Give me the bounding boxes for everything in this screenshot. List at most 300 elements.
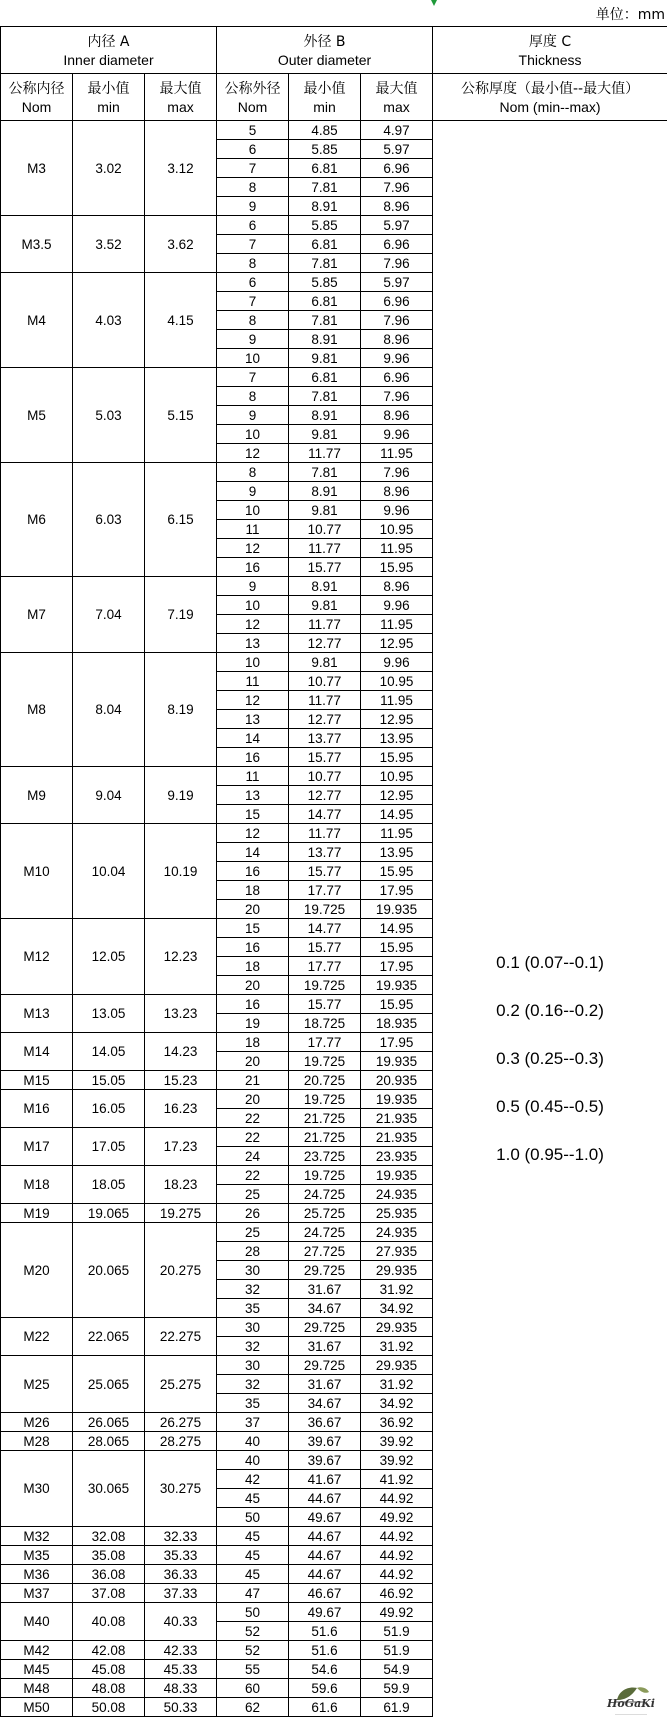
inner-min-cell: 12.05 — [73, 919, 145, 995]
outer-max-cell: 12.95 — [361, 786, 433, 805]
inner-nom-cell: M36 — [1, 1565, 73, 1584]
outer-nom-cell: 25 — [217, 1223, 289, 1242]
outer-min-cell: 7.81 — [289, 311, 361, 330]
outer-min-cell: 17.77 — [289, 1033, 361, 1052]
inner-min-cell: 19.065 — [73, 1204, 145, 1223]
inner-max-cell: 4.15 — [145, 273, 217, 368]
inner-max-cell: 37.33 — [145, 1584, 217, 1603]
outer-max-cell: 8.96 — [361, 197, 433, 216]
outer-min-cell: 6.81 — [289, 292, 361, 311]
thickness-value: 0.5 (0.45--0.5) — [496, 1096, 604, 1116]
outer-min-cell: 7.81 — [289, 178, 361, 197]
inner-max-cell: 16.23 — [145, 1090, 217, 1128]
inner-max-cell: 22.275 — [145, 1318, 217, 1356]
outer-nom-cell: 14 — [217, 843, 289, 862]
outer-nom-cell: 10 — [217, 425, 289, 444]
outer-max-cell: 19.935 — [361, 900, 433, 919]
outer-min-cell: 15.77 — [289, 862, 361, 881]
inner-nom-cell: M16 — [1, 1090, 73, 1128]
outer-min-cell: 15.77 — [289, 938, 361, 957]
outer-nom-cell: 10 — [217, 596, 289, 615]
inner-min-cell: 35.08 — [73, 1546, 145, 1565]
outer-max-cell: 11.95 — [361, 824, 433, 843]
outer-min-cell: 21.725 — [289, 1128, 361, 1147]
outer-nom-cell: 62 — [217, 1698, 289, 1717]
inner-max-cell: 18.23 — [145, 1166, 217, 1204]
outer-min-cell: 5.85 — [289, 216, 361, 235]
outer-max-cell: 54.9 — [361, 1660, 433, 1679]
outer-max-cell: 21.935 — [361, 1128, 433, 1147]
inner-nom-cell: M4 — [1, 273, 73, 368]
inner-max-cell: 5.15 — [145, 368, 217, 463]
outer-max-cell: 27.935 — [361, 1242, 433, 1261]
inner-min-cell: 50.08 — [73, 1698, 145, 1717]
outer-nom-cell: 37 — [217, 1413, 289, 1432]
outer-min-cell: 11.77 — [289, 615, 361, 634]
outer-max-cell: 49.92 — [361, 1508, 433, 1527]
inner-max-cell: 26.275 — [145, 1413, 217, 1432]
outer-nom-cell: 20 — [217, 900, 289, 919]
inner-max-cell: 3.12 — [145, 121, 217, 216]
outer-nom-cell: 16 — [217, 748, 289, 767]
inner-max-cell: 50.33 — [145, 1698, 217, 1717]
outer-nom-cell: 20 — [217, 1090, 289, 1109]
outer-nom-cell: 9 — [217, 406, 289, 425]
outer-max-cell: 6.96 — [361, 235, 433, 254]
outer-min-cell: 15.77 — [289, 558, 361, 577]
inner-min-cell: 32.08 — [73, 1527, 145, 1546]
outer-nom-cell: 8 — [217, 178, 289, 197]
outer-nom-cell: 16 — [217, 558, 289, 577]
outer-nom-cell: 12 — [217, 691, 289, 710]
outer-min-cell: 31.67 — [289, 1375, 361, 1394]
outer-min-cell: 61.6 — [289, 1698, 361, 1717]
outer-min-cell: 6.81 — [289, 235, 361, 254]
outer-nom-cell: 32 — [217, 1280, 289, 1299]
outer-max-cell: 13.95 — [361, 843, 433, 862]
outer-max-cell: 11.95 — [361, 444, 433, 463]
outer-nom-cell: 9 — [217, 482, 289, 501]
outer-min-cell: 25.725 — [289, 1204, 361, 1223]
outer-min-cell: 11.77 — [289, 539, 361, 558]
outer-nom-cell: 45 — [217, 1527, 289, 1546]
inner-nom-cell: M10 — [1, 824, 73, 919]
outer-max-cell: 4.97 — [361, 121, 433, 140]
outer-nom-cell: 50 — [217, 1603, 289, 1622]
outer-min-cell: 51.6 — [289, 1641, 361, 1660]
outer-min-cell: 9.81 — [289, 425, 361, 444]
outer-max-cell: 10.95 — [361, 672, 433, 691]
outer-min-cell: 29.725 — [289, 1318, 361, 1337]
outer-max-cell: 46.92 — [361, 1584, 433, 1603]
outer-min-cell: 34.67 — [289, 1394, 361, 1413]
outer-max-cell: 9.96 — [361, 501, 433, 520]
inner-nom-cell: M45 — [1, 1660, 73, 1679]
outer-nom-cell: 35 — [217, 1394, 289, 1413]
outer-min-cell: 12.77 — [289, 634, 361, 653]
outer-max-cell: 34.92 — [361, 1299, 433, 1318]
inner-min-cell: 6.03 — [73, 463, 145, 577]
outer-max-cell: 34.92 — [361, 1394, 433, 1413]
inner-min-cell: 30.065 — [73, 1451, 145, 1527]
inner-nom-cell: M6 — [1, 463, 73, 577]
outer-nom-cell: 6 — [217, 216, 289, 235]
outer-max-cell: 5.97 — [361, 273, 433, 292]
outer-min-cell: 8.91 — [289, 197, 361, 216]
outer-max-cell: 15.95 — [361, 558, 433, 577]
outer-min-cell: 10.77 — [289, 672, 361, 691]
outer-nom-cell: 9 — [217, 577, 289, 596]
outer-nom-cell: 12 — [217, 444, 289, 463]
outer-max-cell: 6.96 — [361, 368, 433, 387]
outer-nom-cell: 16 — [217, 862, 289, 881]
outer-min-cell: 17.77 — [289, 881, 361, 900]
outer-min-cell: 34.67 — [289, 1299, 361, 1318]
inner-max-cell: 28.275 — [145, 1432, 217, 1451]
outer-min-cell: 9.81 — [289, 596, 361, 615]
inner-max-cell: 10.19 — [145, 824, 217, 919]
outer-min-cell: 51.6 — [289, 1622, 361, 1641]
outer-min-cell: 36.67 — [289, 1413, 361, 1432]
outer-max-cell: 10.95 — [361, 767, 433, 786]
outer-min-cell: 11.77 — [289, 444, 361, 463]
inner-max-cell: 45.33 — [145, 1660, 217, 1679]
outer-min-cell: 7.81 — [289, 254, 361, 273]
outer-nom-cell: 55 — [217, 1660, 289, 1679]
outer-nom-cell: 22 — [217, 1128, 289, 1147]
inner-nom-cell: M12 — [1, 919, 73, 995]
outer-nom-cell: 10 — [217, 501, 289, 520]
outer-max-cell: 17.95 — [361, 1033, 433, 1052]
inner-min-cell: 15.05 — [73, 1071, 145, 1090]
outer-max-cell: 44.92 — [361, 1565, 433, 1584]
thickness-value: 0.1 (0.07--0.1) — [496, 952, 604, 972]
outer-max-cell: 20.935 — [361, 1071, 433, 1090]
outer-nom-cell: 19 — [217, 1014, 289, 1033]
outer-max-cell: 7.96 — [361, 254, 433, 273]
inner-max-cell: 32.33 — [145, 1527, 217, 1546]
outer-max-cell: 11.95 — [361, 691, 433, 710]
outer-nom-cell: 21 — [217, 1071, 289, 1090]
outer-min-cell: 44.67 — [289, 1565, 361, 1584]
inner-min-cell: 48.08 — [73, 1679, 145, 1698]
outer-max-cell: 24.935 — [361, 1223, 433, 1242]
inner-nom-cell: M9 — [1, 767, 73, 824]
outer-min-cell: 7.81 — [289, 463, 361, 482]
outer-max-cell: 6.96 — [361, 292, 433, 311]
outer-max-cell: 18.935 — [361, 1014, 433, 1033]
inner-min-cell: 25.065 — [73, 1356, 145, 1413]
outer-nom-cell: 9 — [217, 330, 289, 349]
inner-nom-cell: M37 — [1, 1584, 73, 1603]
inner-max-cell: 48.33 — [145, 1679, 217, 1698]
outer-nom-cell: 15 — [217, 805, 289, 824]
inner-min-cell: 36.08 — [73, 1565, 145, 1584]
outer-min-cell: 24.725 — [289, 1223, 361, 1242]
outer-min-cell: 15.77 — [289, 748, 361, 767]
outer-min-cell: 29.725 — [289, 1261, 361, 1280]
inner-max-cell: 9.19 — [145, 767, 217, 824]
outer-nom-cell: 13 — [217, 710, 289, 729]
corner-mark-icon — [431, 0, 437, 6]
inner-min-cell: 28.065 — [73, 1432, 145, 1451]
outer-min-cell: 31.67 — [289, 1337, 361, 1356]
inner-min-cell: 16.05 — [73, 1090, 145, 1128]
outer-min-cell: 10.77 — [289, 520, 361, 539]
outer-max-cell: 15.95 — [361, 938, 433, 957]
subheader-nom-outer: 公称外径 Nom — [217, 74, 289, 121]
outer-max-cell: 9.96 — [361, 425, 433, 444]
header-inner-diameter: 内径 A Inner diameter — [1, 27, 217, 74]
outer-min-cell: 41.67 — [289, 1470, 361, 1489]
outer-min-cell: 17.77 — [289, 957, 361, 976]
thickness-value: 0.2 (0.16--0.2) — [496, 1000, 604, 1020]
outer-min-cell: 12.77 — [289, 710, 361, 729]
outer-max-cell: 14.95 — [361, 919, 433, 938]
outer-nom-cell: 25 — [217, 1185, 289, 1204]
inner-max-cell: 12.23 — [145, 919, 217, 995]
inner-min-cell: 3.52 — [73, 216, 145, 273]
outer-min-cell: 12.77 — [289, 786, 361, 805]
inner-nom-cell: M22 — [1, 1318, 73, 1356]
subheader-outer-min: 最小值 min — [289, 74, 361, 121]
inner-min-cell: 42.08 — [73, 1641, 145, 1660]
header-thickness: 厚度 C Thickness — [433, 27, 667, 74]
outer-min-cell: 15.77 — [289, 995, 361, 1014]
outer-min-cell: 8.91 — [289, 577, 361, 596]
outer-max-cell: 31.92 — [361, 1337, 433, 1356]
inner-nom-cell: M3 — [1, 121, 73, 216]
inner-max-cell: 40.33 — [145, 1603, 217, 1641]
outer-max-cell: 8.96 — [361, 482, 433, 501]
inner-min-cell: 10.04 — [73, 824, 145, 919]
outer-min-cell: 19.725 — [289, 976, 361, 995]
outer-nom-cell: 18 — [217, 957, 289, 976]
outer-nom-cell: 42 — [217, 1470, 289, 1489]
inner-max-cell: 20.275 — [145, 1223, 217, 1318]
outer-nom-cell: 28 — [217, 1242, 289, 1261]
outer-min-cell: 59.6 — [289, 1679, 361, 1698]
outer-max-cell: 17.95 — [361, 957, 433, 976]
outer-nom-cell: 30 — [217, 1356, 289, 1375]
outer-max-cell: 12.95 — [361, 634, 433, 653]
outer-min-cell: 6.81 — [289, 368, 361, 387]
outer-nom-cell: 5 — [217, 121, 289, 140]
inner-min-cell: 9.04 — [73, 767, 145, 824]
inner-min-cell: 37.08 — [73, 1584, 145, 1603]
outer-nom-cell: 26 — [217, 1204, 289, 1223]
inner-min-cell: 4.03 — [73, 273, 145, 368]
outer-nom-cell: 32 — [217, 1337, 289, 1356]
outer-min-cell: 39.67 — [289, 1432, 361, 1451]
outer-min-cell: 13.77 — [289, 843, 361, 862]
outer-nom-cell: 18 — [217, 1033, 289, 1052]
outer-max-cell: 29.935 — [361, 1261, 433, 1280]
outer-min-cell: 5.85 — [289, 140, 361, 159]
outer-nom-cell: 16 — [217, 938, 289, 957]
outer-min-cell: 13.77 — [289, 729, 361, 748]
outer-nom-cell: 8 — [217, 387, 289, 406]
outer-max-cell: 29.935 — [361, 1318, 433, 1337]
inner-nom-cell: M42 — [1, 1641, 73, 1660]
outer-max-cell: 31.92 — [361, 1375, 433, 1394]
inner-min-cell: 20.065 — [73, 1223, 145, 1318]
thickness-value: 1.0 (0.95--1.0) — [496, 1144, 604, 1164]
inner-min-cell: 7.04 — [73, 577, 145, 653]
outer-nom-cell: 40 — [217, 1432, 289, 1451]
outer-max-cell: 15.95 — [361, 748, 433, 767]
outer-min-cell: 44.67 — [289, 1546, 361, 1565]
inner-nom-cell: M32 — [1, 1527, 73, 1546]
outer-max-cell: 19.935 — [361, 1166, 433, 1185]
outer-min-cell: 19.725 — [289, 900, 361, 919]
inner-min-cell: 18.05 — [73, 1166, 145, 1204]
outer-max-cell: 21.935 — [361, 1109, 433, 1128]
outer-min-cell: 9.81 — [289, 349, 361, 368]
outer-min-cell: 39.67 — [289, 1451, 361, 1470]
inner-max-cell: 13.23 — [145, 995, 217, 1033]
outer-min-cell: 19.725 — [289, 1090, 361, 1109]
subheader-outer-max: 最大值 max — [361, 74, 433, 121]
logo-text: HoGaKi — [607, 1697, 655, 1710]
outer-nom-cell: 16 — [217, 995, 289, 1014]
outer-max-cell: 13.95 — [361, 729, 433, 748]
outer-nom-cell: 7 — [217, 368, 289, 387]
outer-max-cell: 11.95 — [361, 615, 433, 634]
inner-nom-cell: M30 — [1, 1451, 73, 1527]
outer-max-cell: 7.96 — [361, 178, 433, 197]
outer-min-cell: 4.85 — [289, 121, 361, 140]
outer-nom-cell: 6 — [217, 273, 289, 292]
inner-min-cell: 5.03 — [73, 368, 145, 463]
subheader-inner-min: 最小值 min — [73, 74, 145, 121]
inner-nom-cell: M15 — [1, 1071, 73, 1090]
inner-min-cell: 3.02 — [73, 121, 145, 216]
outer-nom-cell: 14 — [217, 729, 289, 748]
inner-min-cell: 26.065 — [73, 1413, 145, 1432]
inner-min-cell: 14.05 — [73, 1033, 145, 1071]
outer-nom-cell: 7 — [217, 235, 289, 254]
inner-max-cell: 15.23 — [145, 1071, 217, 1090]
inner-nom-cell: M28 — [1, 1432, 73, 1451]
outer-min-cell: 9.81 — [289, 653, 361, 672]
outer-max-cell: 5.97 — [361, 140, 433, 159]
outer-min-cell: 44.67 — [289, 1527, 361, 1546]
outer-nom-cell: 8 — [217, 254, 289, 273]
outer-min-cell: 18.725 — [289, 1014, 361, 1033]
outer-min-cell: 8.91 — [289, 406, 361, 425]
inner-min-cell: 45.08 — [73, 1660, 145, 1679]
inner-nom-cell: M17 — [1, 1128, 73, 1166]
outer-min-cell: 49.67 — [289, 1508, 361, 1527]
outer-max-cell: 7.96 — [361, 463, 433, 482]
inner-min-cell: 17.05 — [73, 1128, 145, 1166]
outer-nom-cell: 15 — [217, 919, 289, 938]
inner-nom-cell: M7 — [1, 577, 73, 653]
outer-max-cell: 5.97 — [361, 216, 433, 235]
inner-max-cell: 8.19 — [145, 653, 217, 767]
outer-max-cell: 19.935 — [361, 1052, 433, 1071]
outer-min-cell: 11.77 — [289, 824, 361, 843]
outer-min-cell: 10.77 — [289, 767, 361, 786]
outer-max-cell: 59.9 — [361, 1679, 433, 1698]
inner-min-cell: 13.05 — [73, 995, 145, 1033]
subheader-nom-inner: 公称内径 Nom — [1, 74, 73, 121]
inner-max-cell: 36.33 — [145, 1565, 217, 1584]
outer-nom-cell: 13 — [217, 634, 289, 653]
outer-max-cell: 7.96 — [361, 387, 433, 406]
outer-min-cell: 14.77 — [289, 919, 361, 938]
header-outer-diameter: 外径 B Outer diameter — [217, 27, 433, 74]
subheader-inner-max: 最大值 max — [145, 74, 217, 121]
outer-max-cell: 9.96 — [361, 596, 433, 615]
outer-min-cell: 8.91 — [289, 330, 361, 349]
outer-min-cell: 31.67 — [289, 1280, 361, 1299]
outer-max-cell: 6.96 — [361, 159, 433, 178]
inner-nom-cell: M18 — [1, 1166, 73, 1204]
inner-nom-cell: M5 — [1, 368, 73, 463]
inner-nom-cell: M13 — [1, 995, 73, 1033]
outer-nom-cell: 52 — [217, 1622, 289, 1641]
outer-max-cell: 51.9 — [361, 1622, 433, 1641]
logo-underline: ———————— — [615, 1711, 647, 1716]
outer-nom-cell: 10 — [217, 653, 289, 672]
outer-nom-cell: 45 — [217, 1489, 289, 1508]
inner-max-cell: 3.62 — [145, 216, 217, 273]
outer-min-cell: 14.77 — [289, 805, 361, 824]
outer-max-cell: 19.935 — [361, 976, 433, 995]
inner-max-cell: 17.23 — [145, 1128, 217, 1166]
outer-nom-cell: 24 — [217, 1147, 289, 1166]
washer-spec-table — [0, 26, 667, 1717]
outer-nom-cell: 45 — [217, 1546, 289, 1565]
outer-min-cell: 46.67 — [289, 1584, 361, 1603]
inner-nom-cell: M35 — [1, 1546, 73, 1565]
outer-max-cell: 39.92 — [361, 1432, 433, 1451]
outer-min-cell: 27.725 — [289, 1242, 361, 1261]
inner-nom-cell: M50 — [1, 1698, 73, 1717]
outer-nom-cell: 18 — [217, 881, 289, 900]
outer-nom-cell: 20 — [217, 1052, 289, 1071]
outer-max-cell: 51.9 — [361, 1641, 433, 1660]
outer-max-cell: 8.96 — [361, 330, 433, 349]
outer-min-cell: 54.6 — [289, 1660, 361, 1679]
outer-min-cell: 49.67 — [289, 1603, 361, 1622]
inner-max-cell: 14.23 — [145, 1033, 217, 1071]
inner-max-cell: 42.33 — [145, 1641, 217, 1660]
outer-nom-cell: 20 — [217, 976, 289, 995]
outer-max-cell: 12.95 — [361, 710, 433, 729]
inner-max-cell: 30.275 — [145, 1451, 217, 1527]
outer-min-cell: 11.77 — [289, 691, 361, 710]
outer-nom-cell: 40 — [217, 1451, 289, 1470]
inner-min-cell: 22.065 — [73, 1318, 145, 1356]
outer-min-cell: 44.67 — [289, 1489, 361, 1508]
outer-nom-cell: 47 — [217, 1584, 289, 1603]
outer-nom-cell: 9 — [217, 197, 289, 216]
outer-nom-cell: 52 — [217, 1641, 289, 1660]
outer-nom-cell: 32 — [217, 1375, 289, 1394]
outer-nom-cell: 22 — [217, 1109, 289, 1128]
outer-min-cell: 19.725 — [289, 1052, 361, 1071]
inner-nom-cell: M3.5 — [1, 216, 73, 273]
subheader-nom-thickness: 公称厚度（最小值--最大值） Nom (min--max) — [433, 74, 667, 121]
inner-nom-cell: M40 — [1, 1603, 73, 1641]
outer-max-cell: 8.96 — [361, 406, 433, 425]
inner-max-cell: 19.275 — [145, 1204, 217, 1223]
outer-max-cell: 8.96 — [361, 577, 433, 596]
outer-max-cell: 9.96 — [361, 653, 433, 672]
